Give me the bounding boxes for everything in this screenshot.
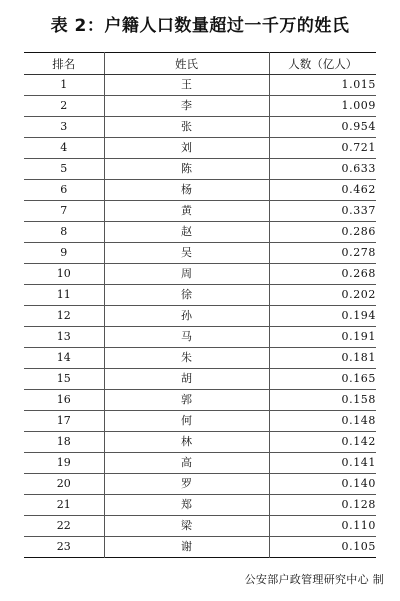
table-row [24,432,376,453]
population-cell: 0.633 [269,159,376,180]
table-row [24,390,376,411]
surname-cell: 胡 [104,369,269,390]
table-row [24,180,376,201]
rank-cell: 16 [24,390,104,411]
population-cell: 0.954 [269,117,376,138]
table-row [24,243,376,264]
table-row [24,222,376,243]
population-cell: 0.140 [269,474,376,495]
rank-cell: 7 [24,201,104,222]
surname-table [24,52,376,558]
table-row [24,537,376,558]
surname-cell: 林 [104,432,269,453]
rank-cell: 14 [24,348,104,369]
population-cell: 0.721 [269,138,376,159]
rank-cell: 9 [24,243,104,264]
rank-cell: 4 [24,138,104,159]
population-cell: 0.286 [269,222,376,243]
header-surname: 姓氏 [104,53,269,75]
table-row [24,411,376,432]
table-row [24,117,376,138]
table-row [24,201,376,222]
surname-cell: 高 [104,453,269,474]
source-credit: 公安部户政管理研究中心 制 [244,573,384,586]
population-cell: 0.158 [269,390,376,411]
population-cell: 0.142 [269,432,376,453]
population-cell: 0.202 [269,285,376,306]
rank-cell: 3 [24,117,104,138]
table-row [24,348,376,369]
surname-cell: 何 [104,411,269,432]
population-cell: 0.337 [269,201,376,222]
rank-cell: 19 [24,453,104,474]
surname-cell: 王 [104,75,269,96]
header-population: 人数（亿人） [269,53,376,75]
population-cell: 0.148 [269,411,376,432]
surname-cell: 郭 [104,390,269,411]
population-cell: 1.009 [269,96,376,117]
rank-cell: 23 [56,540,71,553]
rank-cell: 10 [24,264,104,285]
surname-cell: 朱 [104,348,269,369]
population-cell: 0.105 [269,537,376,558]
population-cell: 0.128 [269,495,376,516]
surname-cell: 马 [104,327,269,348]
rank-cell: 8 [24,222,104,243]
rank-cell: 17 [24,411,104,432]
surname-cell: 罗 [104,474,269,495]
rank-cell: 6 [24,180,104,201]
rank-cell: 2 [24,96,104,117]
rank-cell: 12 [24,306,104,327]
surname-cell: 赵 [104,222,269,243]
rank-cell: 11 [24,285,104,306]
table-row [24,285,376,306]
rank-cell: 21 [24,495,104,516]
rank-cell: 13 [24,327,104,348]
population-cell: 1.015 [269,75,376,96]
table-row [24,453,376,474]
population-cell: 0.194 [269,306,376,327]
rank-cell: 18 [24,432,104,453]
surname-cell: 徐 [104,285,269,306]
table-row [24,159,376,180]
table-row [24,495,376,516]
population-cell: 0.278 [269,243,376,264]
table-row [24,516,376,537]
table-body [24,75,376,558]
table-row [24,474,376,495]
surname-cell: 陈 [104,159,269,180]
table-row [24,306,376,327]
population-cell: 0.268 [269,264,376,285]
surname-cell: 梁 [104,516,269,537]
population-cell: 0.191 [269,327,376,348]
table-header [24,53,376,75]
surname-cell: 刘 [104,138,269,159]
table-row [24,75,376,96]
table-row [24,327,376,348]
surname-cell: 黄 [104,201,269,222]
table-row [24,264,376,285]
surname-cell: 李 [104,96,269,117]
rank-cell: 22 [24,516,104,537]
header-rank: 排名 [24,53,104,75]
population-cell: 0.462 [269,180,376,201]
surname-cell: 孙 [104,306,269,327]
rank-cell: 1 [24,75,104,96]
rank-cell: 5 [24,159,104,180]
table-row [24,369,376,390]
rank-cell: 20 [24,474,104,495]
document-title: 表 2：户籍人口数量超过一千万的姓氏 [50,16,350,36]
surname-cell: 郑 [104,495,269,516]
table-row [24,138,376,159]
surname-cell: 谢 [104,537,269,558]
surname-cell: 杨 [104,180,269,201]
surname-cell: 吴 [104,243,269,264]
table-row [24,96,376,117]
population-cell: 0.165 [269,369,376,390]
rank-cell: 15 [24,369,104,390]
population-cell: 0.110 [269,516,376,537]
surname-cell: 周 [104,264,269,285]
population-cell: 0.141 [269,453,376,474]
surname-cell: 张 [104,117,269,138]
population-cell: 0.181 [269,348,376,369]
table-header-row [24,53,376,75]
